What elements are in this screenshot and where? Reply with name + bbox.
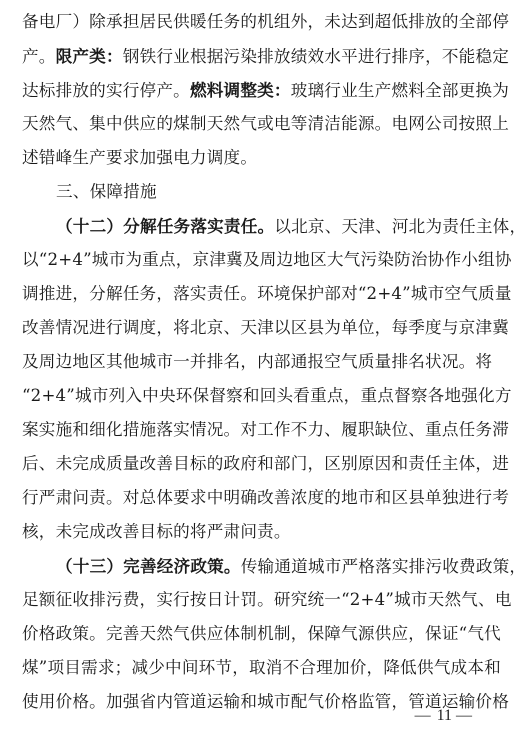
text-line: 价格政策。完善天然气供应体制机制，保障气源供应，保证“气代: [22, 624, 501, 643]
text-line: 以“2+4”城市为重点，京津冀及周边地区大气污染防治协作小组协: [22, 250, 512, 269]
page-number-footer: [415, 704, 474, 728]
text-line: 述错峰生产要求加强电力调度。: [22, 148, 258, 167]
text-line: 煤”项目需求；减少中间环节，取消不合理加价，降低供气成本和: [22, 658, 501, 677]
text-line: 使用价格。加强省内管道运输和城市配气价格监管，管道运输价格: [22, 692, 510, 711]
text-line: 备电厂）除承担居民供暖任务的机组外，未达到超低排放的全部停: [22, 12, 510, 31]
bold-term-xianchanlei: 限产类：: [55, 46, 123, 66]
bold-term-ranliao: 燃料调整类：: [189, 80, 291, 100]
text-line: 案实施和细化措施落实情况。对工作不力、履职缺位、重点任务滞: [22, 420, 510, 439]
text-line: 行严肃问责。对总体要求中明确改善浓度的地市和区县单独进行考: [22, 488, 510, 507]
text-line: 足额征收排污费，实行按日计罚。研究统一“2+4”城市天然气、电: [22, 590, 512, 609]
section-heading: 三、保障措施: [56, 182, 157, 201]
text-line: 产。限产类：钢铁行业根据污染排放绩效水平进行排序，不能稳定: [22, 46, 510, 66]
text-line: 达标排放的实行停产。燃料调整类：玻璃行业生产燃料全部更换为: [22, 80, 510, 100]
footer-dash-right: —: [456, 707, 474, 724]
text-line: 调推进，分解任务，落实责任。环境保护部对“2+4”城市空气质量: [22, 284, 512, 303]
text-line: “2+4”城市列入中央环保督察和回头看重点，重点督察各地强化方: [22, 386, 512, 405]
footer-dash-left: —: [414, 707, 433, 724]
text-line: 改善情况进行调度，将北京、天津以区县为单位，每季度与京津冀: [22, 318, 510, 337]
page-number: 11: [436, 707, 452, 724]
text-line: （十二）分解任务落实责任。以北京、天津、河北为责任主体，: [56, 216, 526, 236]
text-line: 后、未完成质量改善目标的政府和部门，区别原因和责任主体，进: [22, 454, 510, 473]
text-line: 及周边地区其他城市一并排名，内部通报空气质量排名状况。将: [22, 352, 493, 371]
text-line: 核，未完成改善目标的将严肃问责。: [22, 522, 291, 541]
subsection-title-12: （十二）分解任务落实责任。: [56, 216, 275, 236]
subsection-title-13: （十三）完善经济政策。: [56, 556, 241, 576]
text-line: 天然气、集中供应的煤制天然气或电等清洁能源。电网公司按照上: [22, 114, 510, 133]
text-line: （十三）完善经济政策。传输通道城市严格落实排污收费政策，: [56, 556, 526, 576]
